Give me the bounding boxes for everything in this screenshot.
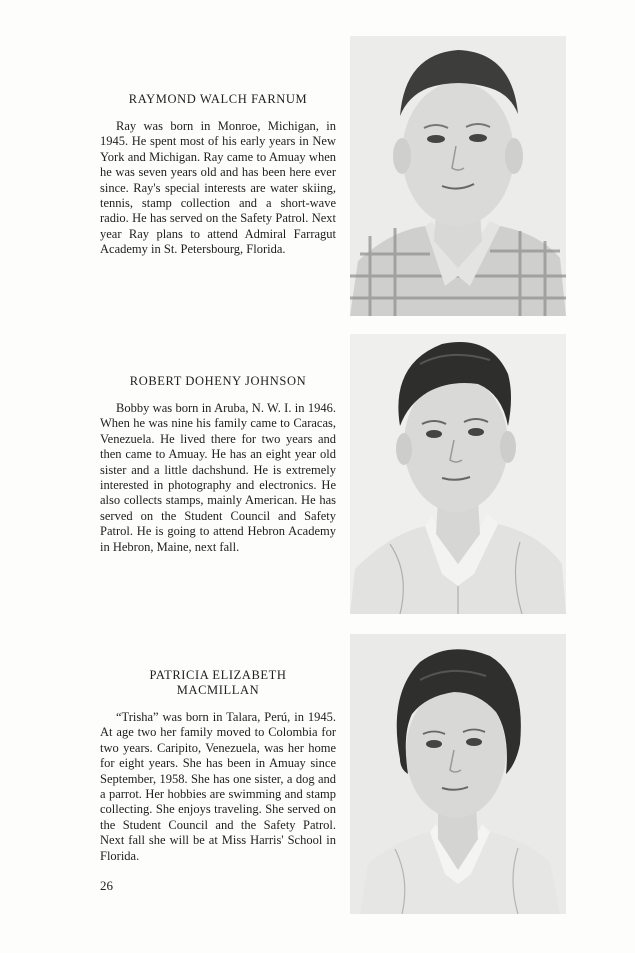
student-bio: “Trisha” was born in Talara, Perú, in 1945. At age two her family moved to Colombia for two years. Caripito, Venezuela, was her home for eight years. She has been in Amuay since September, 1958. She has one sister, a dog and a parrot. Her hobbies are swimming and stamp collecting. She enjoys traveling. She served on the Student Council and the Safety Patrol. Next fall she will be at Miss Harris' School in Florida. <box>100 710 336 863</box>
student-entry-johnson <box>100 374 336 555</box>
portrait-photo-macmillan <box>350 634 566 914</box>
student-name <box>100 374 336 389</box>
student-name-line: PATRICIA ELIZABETH <box>149 668 287 682</box>
student-name-line: RAYMOND WALCH FARNUM <box>128 92 308 106</box>
page-number: 26 <box>100 878 113 893</box>
student-entry-farnum <box>100 92 336 258</box>
student-name-line: MACMILLAN <box>176 683 260 697</box>
student-name <box>100 92 336 107</box>
portrait-photo-farnum <box>350 36 566 316</box>
student-entry-macmillan <box>100 668 336 864</box>
student-name <box>100 668 336 698</box>
portrait-photo-johnson <box>350 334 566 614</box>
student-bio: Ray was born in Monroe, Michigan, in 1945. He spent most of his early years in New York and Michigan. Ray came to Amuay when he was seven years old and has been here ever since. Ray's special interests are water skiing, tennis, stamp collection and a short-wave radio. He has served on the Safety Patrol. Next year Ray plans to attend Admiral Farragut Academy in St. Petersbourg, Florida. <box>100 119 336 257</box>
student-bio: Bobby was born in Aruba, N. W. I. in 1946. When he was nine his family came to Caracas, Venezuela. He lived there for two years and then came to Amuay. He has an eight year old sister and a little dachshund. He is extremely interested in photography and electronics. He also collects stamps, mainly American. He has served on the Student Council and Safety Patrol. He is going to attend Hebron Academy in Hebron, Maine, next fall. <box>100 401 336 554</box>
student-name-line: ROBERT DOHENY JOHNSON <box>129 374 307 388</box>
